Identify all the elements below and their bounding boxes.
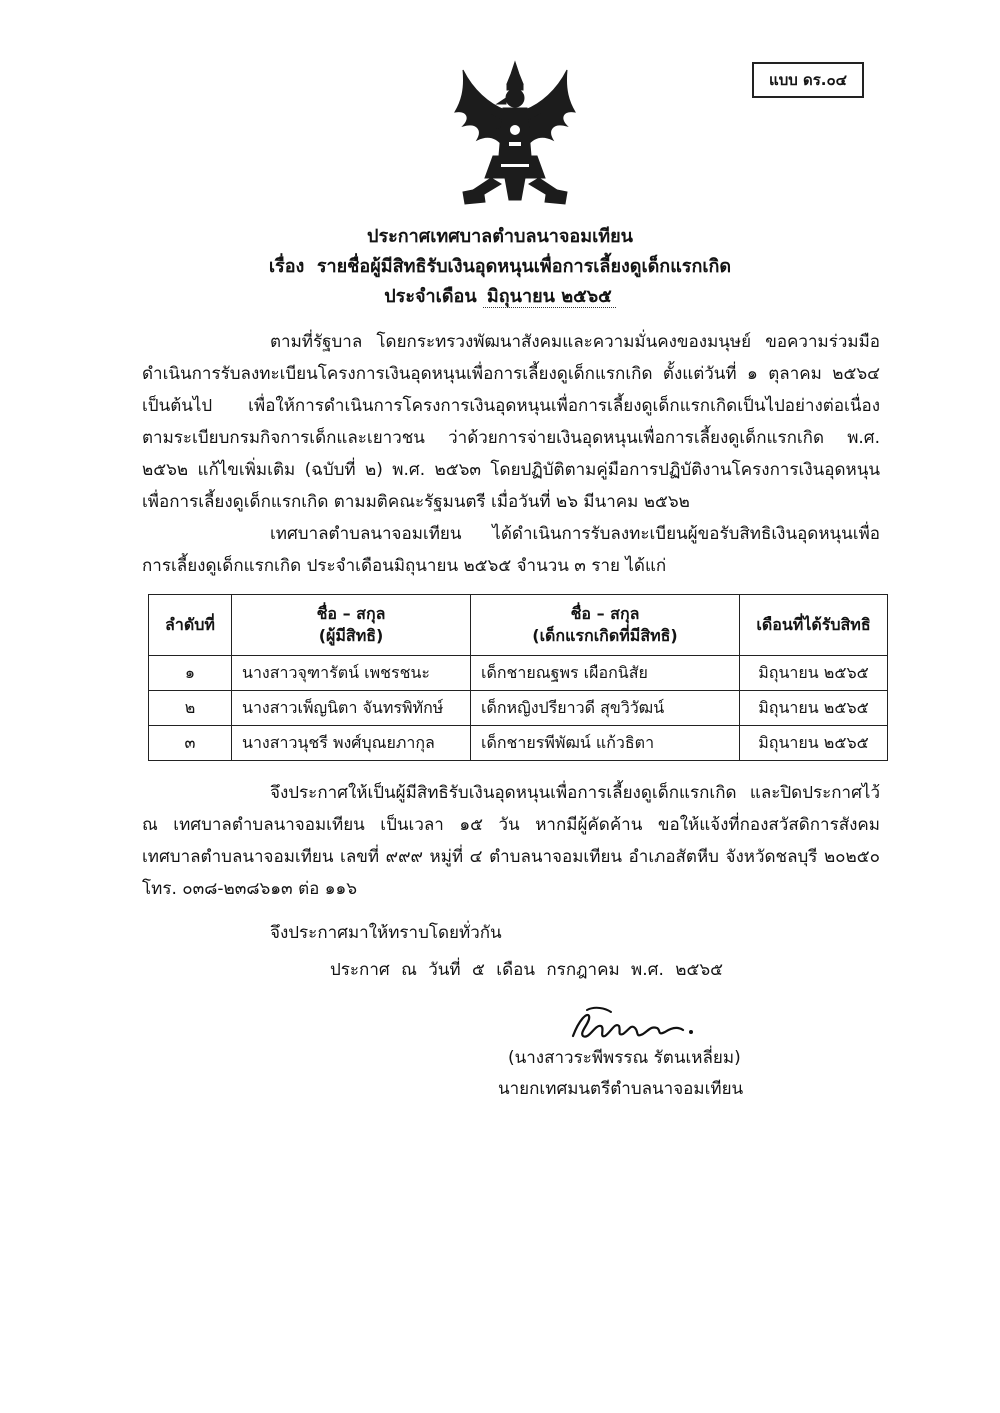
row-child: เด็กชายณฐพร เผือกนิสัย — [471, 656, 740, 691]
announcement-subject — [0, 252, 1000, 282]
row-no: ๑ — [149, 656, 232, 691]
row-no: ๓ — [149, 726, 232, 761]
garuda-emblem-icon — [453, 60, 577, 210]
announcement-paragraph: จึงประกาศให้เป็นผู้มีสิทธิรับเงินอุดหนุนเพื่อการเลี้ยงดูเด็กแรกเกิด และปิดประกาศไว้ ณ เทศบาลตำบลนาจอมเทียน เป็นเวลา ๑๕ วัน หากมีผู้คัดค้าน ขอให้แจ้งที่กองสวัสดิการสังคม เทศบาลตำบลนาจอมเทียน เลขที่ ๙๙๙ หมู่ที่ ๔ ตำบลนาจอมเทียน อำเภอสัตหีบ จังหวัดชลบุรี ๒๐๒๕๐ โทร. ๐๓๘-๒๓๘๖๑๓ ต่อ ๑๑๖ — [142, 783, 880, 899]
signer-position: นายกเทศมนตรีตำบลนาจอมเทียน — [498, 1079, 744, 1099]
header-parent — [232, 595, 471, 656]
subject-text: รายชื่อผู้มีสิทธิรับเงินอุดหนุนเพื่อการเลี้ยงดูเด็กแรกเกิด — [316, 256, 732, 277]
row-child: เด็กหญิงปรียาวดี สุขวิวัฒน์ — [471, 691, 740, 726]
row-parent: นางสาวเพ็ญนิตา จันทรพิทักษ์ — [232, 691, 471, 726]
table-row — [149, 726, 888, 761]
header-parent-line1: ชื่อ – สกุล — [316, 604, 386, 623]
intro-paragraph: ตามที่รัฐบาล โดยกระทรวงพัฒนาสังคมและความมั่นคงของมนุษย์ ขอความร่วมมือดำเนินการรับลงทะเบียนโครงการเงินอุดหนุนเพื่อการเลี้ยงดูเด็กแรกเกิด ตั้งแต่วันที่ ๑ ตุลาคม ๒๕๖๔ เป็นต้นไป เพื่อให้การดำเนินการโครงการเงินอุดหนุนเพื่อการเลี้ยงดูเด็กแรกเกิดเป็นไปอย่างต่อเนื่อง ตามระเบียบกรมกิจการเด็กและเยาวชน ว่าด้วยการจ่ายเงินอุดหนุนเพื่อการเลี้ยงดูเด็กแรกเกิด พ.ศ. ๒๕๖๒ แก้ไขเพิ่มเติม (ฉบับที่ ๒) พ.ศ. ๒๕๖๓ โดยปฏิบัติตามคู่มือการปฏิบัติงานโครงการเงินอุดหนุนเพื่อการเลี้ยงดูเด็กแรกเกิด ตามมติคณะรัฐมนตรี เมื่อวันที่ ๒๖ มีนาคม ๒๕๖๒ — [142, 332, 880, 512]
table-row — [149, 656, 888, 691]
row-month: มิถุนายน ๒๕๖๕ — [740, 726, 888, 761]
row-parent: นางสาวจุฑารัตน์ เพชรชนะ — [232, 656, 471, 691]
row-no: ๒ — [149, 691, 232, 726]
row-month: มิถุนายน ๒๕๖๕ — [740, 691, 888, 726]
header-month: เดือนที่ได้รับสิทธิ — [740, 595, 888, 656]
row-child: เด็กชายรพีพัฒน์ แก้วธิตา — [471, 726, 740, 761]
closing-line: จึงประกาศมาให้ทราบโดยทั่วกัน — [270, 923, 502, 943]
date-line: ประกาศ ณ วันที่ ๕ เดือน กรกฎาคม พ.ศ. ๒๕๖๕ — [330, 960, 723, 980]
form-code-label: แบบ ดร.๐๔ — [769, 71, 847, 89]
announcement-period — [0, 282, 1000, 312]
row-parent: นางสาวนุชรี พงศ์บุณยภากุล — [232, 726, 471, 761]
table-header-row — [149, 595, 888, 656]
announcement-title: ประกาศเทศบาลตำบลนาจอมเทียน — [367, 226, 633, 247]
subject-label: เรื่อง — [268, 256, 305, 277]
header-parent-line2: (ผู้มีสิทธิ) — [318, 626, 384, 645]
table-row — [149, 691, 888, 726]
row-month: มิถุนายน ๒๕๖๕ — [740, 656, 888, 691]
recipients-table — [148, 594, 888, 761]
header-child-line1: ชื่อ – สกุล — [570, 604, 640, 623]
header-no: ลำดับที่ — [149, 595, 232, 656]
form-code-box — [752, 62, 864, 98]
period-label: ประจำเดือน — [384, 286, 477, 307]
period-value: มิถุนายน ๒๕๖๕ — [483, 286, 616, 308]
header-child — [471, 595, 740, 656]
registration-paragraph: เทศบาลตำบลนาจอมเทียน ได้ดำเนินการรับลงทะเบียนผู้ขอรับสิทธิเงินอุดหนุนเพื่อการเลี้ยงดูเด็กแรกเกิด ประจำเดือนมิถุนายน ๒๕๖๕ จำนวน ๓ ราย ได้แก่ — [142, 524, 880, 576]
signer-name: (นางสาวระพีพรรณ รัตนเหลี่ยม) — [508, 1048, 741, 1068]
header-child-line2: (เด็กแรกเกิดที่มีสิทธิ) — [532, 626, 678, 645]
